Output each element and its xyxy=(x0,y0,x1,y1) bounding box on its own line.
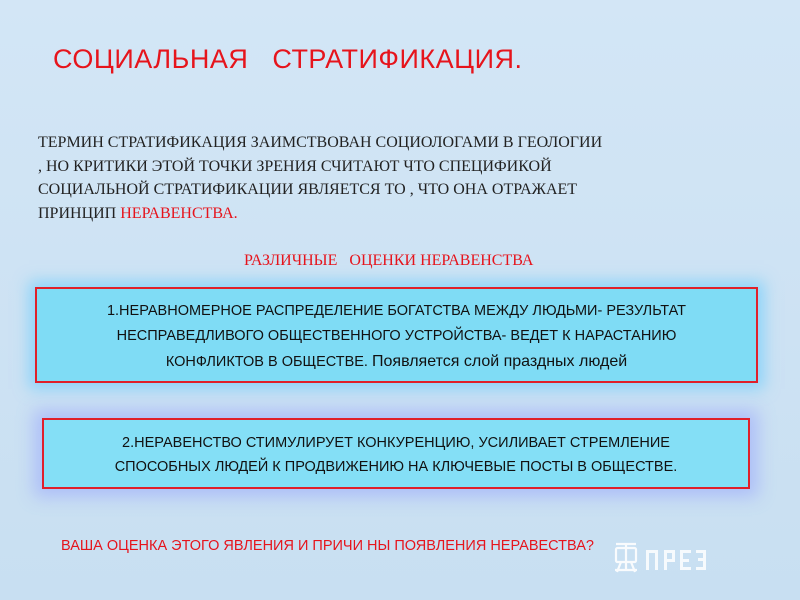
inequality-assessment-1 xyxy=(35,287,758,383)
box1-line3-caps: КОНФЛИКТОВ В ОБЩЕСТВЕ. xyxy=(165,354,372,370)
box1-line2: НЕСПРАВЕДЛИВОГО ОБЩЕСТВЕННОГО УСТРОЙСТВА- ВЕДЕТ К НАРАСТАНИЮ xyxy=(116,328,677,344)
box1-line1: 1.НЕРАВНОМЕРНОЕ РАСПРЕДЕЛЕНИЕ БОГАТСТВА МЕЖДУ ЛЮДЬМИ- РЕЗУЛЬТАТ xyxy=(106,303,687,319)
box1-line3-mixed: Появляется слой праздных людей xyxy=(372,353,628,370)
watermark-graphic xyxy=(612,538,777,580)
subheading: РАЗЛИЧНЫЕ ОЦЕНКИ НЕРАВЕНСТВА xyxy=(244,252,534,269)
slide-title: СОЦИАЛЬНАЯ СТРАТИФИКАЦИЯ. xyxy=(53,44,523,74)
presentation-logo-icon xyxy=(612,538,777,580)
box2-line2: СПОСОБНЫХ ЛЮДЕЙ К ПРОДВИЖЕНИЮ НА КЛЮЧЕВЫЕ ПОСТЫ В ОБЩЕСТВЕ. xyxy=(114,459,678,475)
box1-line3 xyxy=(55,349,738,375)
intro-highlight: НЕРАВЕНСТВА. xyxy=(120,204,238,222)
inequality-assessment-2 xyxy=(42,418,750,489)
intro-paragraph xyxy=(38,131,773,225)
discussion-question: ВАША ОЦЕНКА ЭТОГО ЯВЛЕНИЯ И ПРИЧИ НЫ ПОЯВЛЕНИЯ НЕРАВЕСТВА? xyxy=(61,538,594,554)
box2-line1: 2.НЕРАВЕНСТВО СТИМУЛИРУЕТ КОНКУРЕНЦИЮ, УСИЛИВАЕТ СТРЕМЛЕНИЕ xyxy=(122,435,670,451)
intro-text: ТЕРМИН СТРАТИФИКАЦИЯ ЗАИМСТВОВАН СОЦИОЛОГАМИ В ГЕОЛОГИИ , НО КРИТИКИ ЭТОЙ ТОЧКИ ЗРЕНИЯ СЧИТАЮТ ЧТО СПЕЦИФИКОЙ СОЦИАЛЬНОЙ СТРАТИФИКАЦИИ ЯВЛЯЕТСЯ ТО , ЧТО ОНА ОТРАЖАЕТ ПРИНЦИП xyxy=(38,134,603,222)
